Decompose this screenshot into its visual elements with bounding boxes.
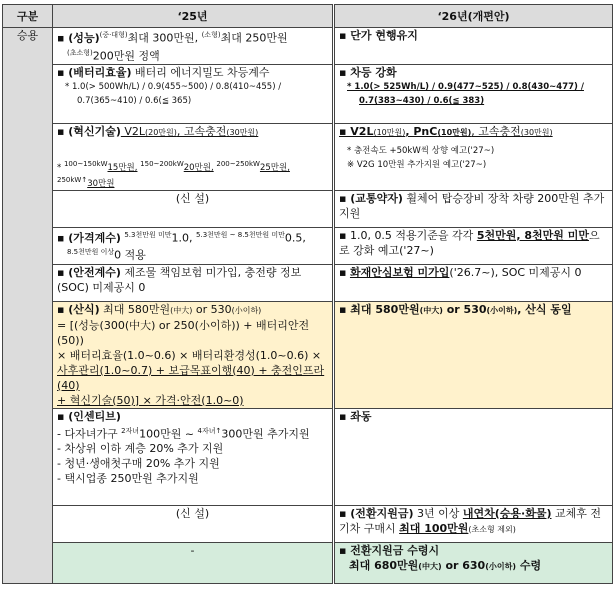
note: 0.7(365~410) / 0.6(≦ 365) [77,96,192,106]
text: , PnC [405,125,438,138]
value: 200만원 정액 [92,49,160,63]
cell-2025-performance [53,28,334,65]
cell-2025-transport-weak: (신 설) [53,190,334,227]
cell-2025-price: ▪ (가격계수) $^{5.3천만원 미만}$1.0, $^{5.3천만원 \sim 8.5천만원 미만}$0.5, $^{8.5천만원 이상}$0 적용 [53,227,334,264]
amount: (30만원) [520,128,553,137]
text: , 고속충전 [176,125,227,138]
row-performance [3,28,613,65]
cell-2026-transition: ▪ (전환지원금) 3년 이상 내연차(승용·화물) 교체후 전기차 구매시 최대 100만원(초소형 제외) [334,505,613,542]
amount: (10만원) [437,128,472,137]
label: ▪ (산식) [57,302,100,316]
label: ▪ (배터리효율) [57,66,132,79]
text: ▪ 좌동 [339,409,372,423]
row-transition [3,505,613,542]
cell-2026-incentive [334,408,613,505]
value: 최대 300만원, [127,31,199,45]
note: 0.7(383~430) / 0.6(≦ 383) [359,96,485,106]
text: V2L [120,125,145,138]
class-note: (소형) [201,31,221,39]
note: * 1.0(> 500Wh/L) / 0.9(455~500) / 0.8(410~455) / [65,82,282,92]
text: , 고속충전 [471,125,521,138]
cell-2025-battery [53,65,334,124]
label: ▪ 차등 강화 [339,66,397,79]
row-safety [3,264,613,301]
cell-2026-performance [334,28,613,65]
cell-2025-formula: ▪ (산식) 최대 580만원(中大) or 530(小이하) = [(성능(300(中大) or 250(小이하)) + 배터리안전(50)) × 배터리효율(1.0~0.6) × 배터리환경성(1.0~0.6) × 사후관리(1.0~0.7) + 보급목표이행(40) + 충전인프라(40) + 혁신기술(50)] × 가격·안전(1.0~0) [53,301,334,408]
cell-2025-innovation [53,124,334,191]
formula-line: = [(성능(300(中大) or 250(小이하)) + 배터리안전(50)) [57,318,310,347]
amount: (30만원) [226,128,259,137]
row-innovation [3,124,613,191]
cell-2026-transition-total: ▪ 전환지원금 수령시 최대 680만원(中大) or 630(小이하) 수령 [334,542,613,583]
label: ▪ (혁신기술) [57,125,121,138]
text: ▪ 단가 현행유지 [339,29,418,42]
header-2026: ‘26년(개편안) [334,5,613,28]
label: ▪ (성능) [57,31,100,45]
list-item: - 다자녀가구 $^{2자녀}$100만원 ~ $^{4자녀↑}$300만원 추가지원 [57,426,310,441]
cell-2026-transport-weak [334,190,613,227]
text: 휠체어 탑승장비 장착 차량 200만원 추가지원 [339,191,605,220]
label: ▪ (교통약자) [339,191,403,205]
formula-line: 사후관리(1.0~0.7) + 보급목표이행(40) + 충전인프라(40) [57,363,325,392]
row-transition-total [3,542,613,583]
text: 배터리 에너지밀도 [131,66,224,79]
cell-2026-innovation [334,124,613,191]
tier-list: * $^{100\sim 150kW}$15만원, $^{150\sim 200kW}$20만원, $^{200\sim 250kW}$25만원, $^{250kW↑}$30만원 [57,160,290,189]
header-row [3,5,613,28]
row-formula [3,301,613,408]
amount: (10만원) [373,128,406,137]
text: 제조물 책임보험 미가입, 충전량 정보(SOC) 미제공시 0 [57,265,302,294]
cell-2026-safety: ▪ 화재안심보험 미가입('26.7~), SOC 미제공시 0 [334,264,613,301]
cell-2026-price: ▪ 1.0, 0.5 적용기준을 각각 5천만원, 8천만원 미만으로 강화 예고('27~) [334,227,613,264]
amount: (20만원) [145,128,177,137]
list-item: - 택시업종 250만원 추가지원 [57,472,199,486]
comparison-table [2,4,613,584]
note: * 충전속도 +50kW씩 상향 예고('27~) [347,146,495,156]
class-note: (중·대형) [99,31,128,39]
label: ▪ (안전계수) [57,265,121,279]
category-cell: 승용 [3,28,53,584]
label: ▪ (인센티브) [57,409,121,423]
cell-2026-formula: ▪ 최대 580만원(中大) or 530(小이하), 산식 동일 [334,301,613,408]
formula-line: + 혁신기술(50)] × 가격·안전(1.0~0) [57,393,244,407]
label: ▪ (가격계수) [57,231,121,245]
formula-line: × 배터리효율(1.0~0.6) × 배터리환경성(1.0~0.6) × [57,348,322,362]
cell-2025-safety [53,264,334,301]
cell-2026-battery [334,65,613,124]
value: 최대 250만원 [220,31,288,45]
row-incentive [3,408,613,505]
header-2025: ‘25년 [53,5,334,28]
cell-2025-incentive [53,408,334,505]
cell-2025-transition: (신 설) [53,505,334,542]
row-price [3,227,613,264]
cell-2025-transition-total: - [53,542,334,583]
note: ※ V2G 10만원 추가지원 예고('27~) [347,160,487,170]
text: 차등계수 [227,66,270,79]
row-battery [3,65,613,124]
class-note: (초소형) [67,48,93,57]
row-transport-weak [3,190,613,227]
list-item: - 차상위 이하 계층 20% 추가 지원 [57,442,224,456]
label: ▪ V2L [339,125,374,138]
list-item: - 청년·생애첫구매 20% 추가 지원 [57,457,220,471]
header-category: 구분 [3,5,53,28]
note: * 1.0(> 525Wh/L) / 0.9(477~525) / 0.8(430~477) / [347,82,584,92]
